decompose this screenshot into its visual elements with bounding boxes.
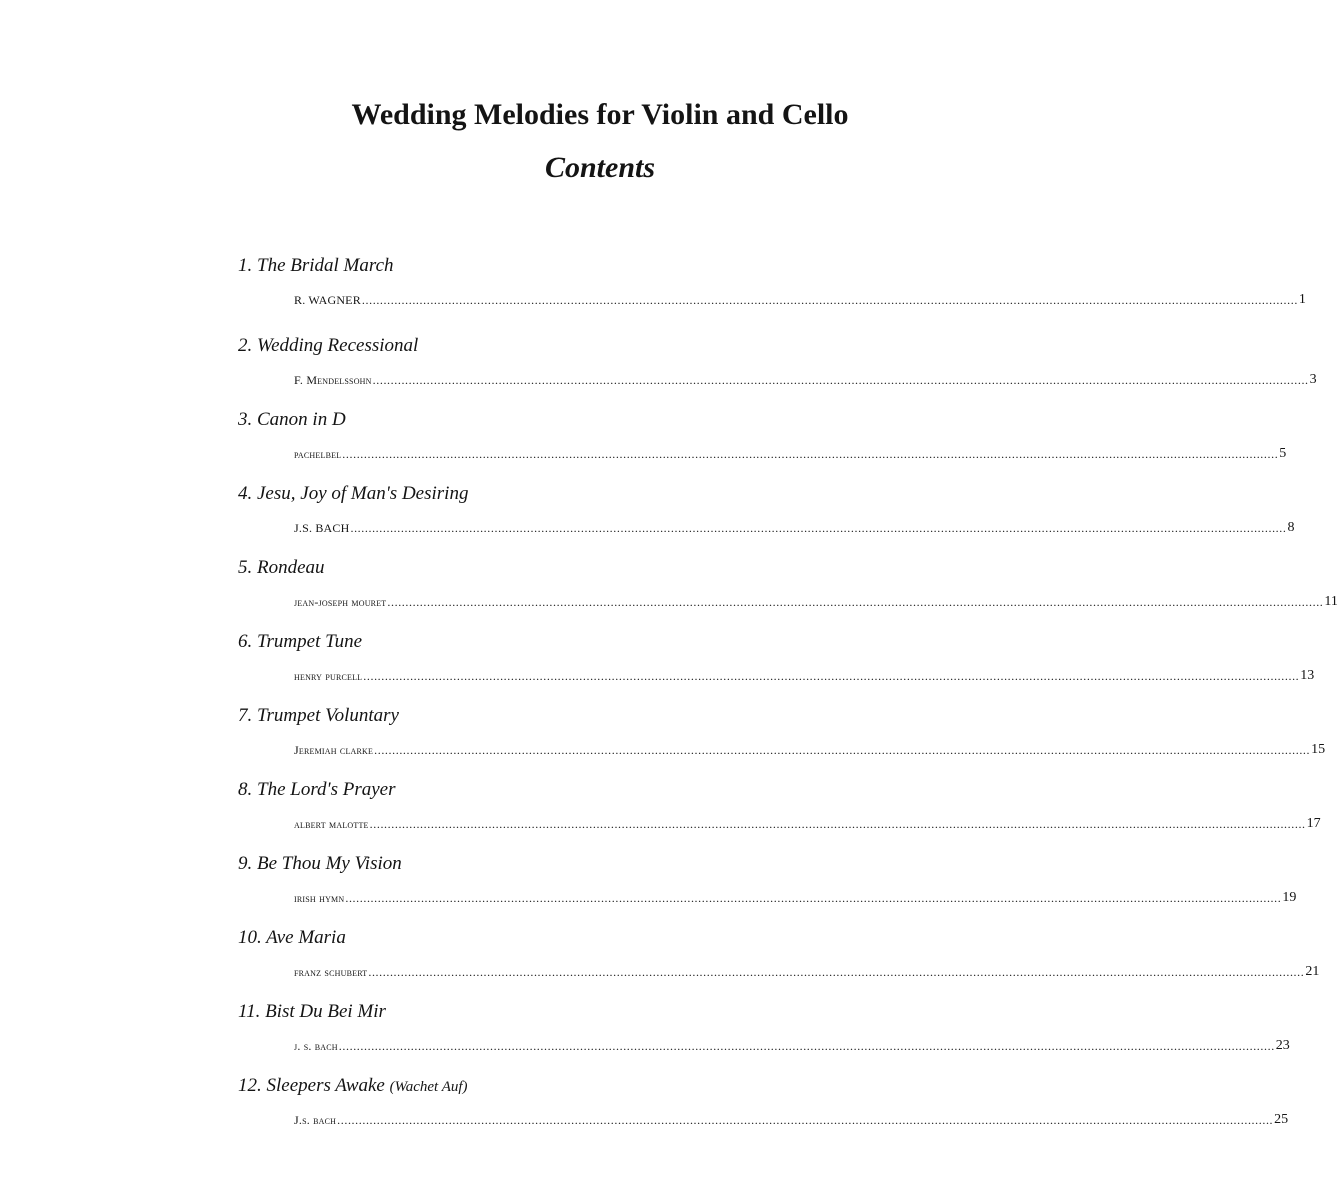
composer-line	[294, 1108, 1289, 1128]
dot-leader: ....................................................................................................................................................................................................................................................................	[342, 447, 1279, 461]
toc-entry	[238, 404, 1287, 478]
piece-title: 10. Ave Maria	[238, 927, 346, 948]
page-number: 23	[1275, 1038, 1290, 1053]
composer-name: Jeremiah clarke	[294, 743, 374, 757]
dot-leader: ....................................................................................................................................................................................................................................................................	[363, 669, 1300, 683]
page-number: 1	[1298, 292, 1306, 307]
composer-line	[294, 516, 1295, 536]
composer-name: j. s. bach	[294, 1039, 338, 1053]
composer-line	[294, 960, 1320, 980]
composer-name: R. WAGNER	[294, 293, 361, 307]
dot-leader: ....................................................................................................................................................................................................................................................................	[361, 293, 1298, 307]
document-title: Wedding Melodies for Violin and Cello	[351, 98, 849, 131]
page-number: 25	[1274, 1112, 1289, 1127]
toc-entry	[238, 700, 1326, 774]
composer-line	[294, 886, 1297, 906]
toc-entry	[238, 922, 1320, 996]
composer-line	[294, 288, 1306, 308]
piece-title: 11. Bist Du Bei Mir	[238, 1001, 386, 1022]
composer-name: franz schubert	[294, 965, 368, 979]
piece-subtitle-note: (Wachet Auf)	[389, 1079, 468, 1095]
piece-title: 5. Rondeau	[238, 557, 325, 578]
piece-title: 7. Trumpet Voluntary	[238, 705, 399, 726]
toc-entry	[238, 552, 1338, 626]
composer-name: F. Mendelssohn	[294, 373, 372, 387]
dot-leader: ....................................................................................................................................................................................................................................................................	[369, 817, 1306, 831]
piece-title: 3. Canon in D	[238, 409, 346, 430]
toc-entry	[238, 1070, 1289, 1144]
piece-title: 4. Jesu, Joy of Man's Desiring	[238, 483, 469, 504]
dot-leader: ....................................................................................................................................................................................................................................................................	[337, 1113, 1274, 1127]
page-number: 17	[1306, 816, 1321, 831]
toc-entry	[238, 774, 1321, 848]
page-number: 21	[1305, 964, 1320, 979]
piece-title: 12. Sleepers Awake (Wachet Auf)	[238, 1075, 468, 1096]
page-number: 19	[1282, 890, 1297, 905]
page-number: 11	[1324, 594, 1338, 609]
page-number: 5	[1279, 446, 1287, 461]
piece-title: 9. Be Thou My Vision	[238, 853, 402, 874]
piece-title: 2. Wedding Recessional	[238, 335, 419, 356]
piece-title: 8. The Lord's Prayer	[238, 779, 396, 800]
dot-leader: ....................................................................................................................................................................................................................................................................	[345, 891, 1282, 905]
composer-name: J.s. bach	[294, 1113, 337, 1127]
composer-line	[294, 812, 1321, 832]
composer-line	[294, 664, 1315, 684]
page-number: 13	[1300, 668, 1315, 683]
composer-line	[294, 368, 1317, 388]
toc-entry	[238, 626, 1315, 700]
page-number: 3	[1309, 372, 1317, 387]
toc-entry	[238, 330, 1317, 404]
composer-name: J.S. BACH	[294, 521, 350, 535]
contents-heading: Contents	[544, 151, 656, 184]
piece-title: 6. Trumpet Tune	[238, 631, 363, 652]
dot-leader: ....................................................................................................................................................................................................................................................................	[338, 1039, 1275, 1053]
composer-name: henry purcell	[294, 669, 363, 683]
toc-entry	[238, 250, 1306, 330]
composer-name: albert malotte	[294, 817, 369, 831]
dot-leader: ....................................................................................................................................................................................................................................................................	[350, 521, 1287, 535]
composer-line	[294, 738, 1326, 758]
composer-name: jean-joseph mouret	[294, 595, 387, 609]
composer-line	[294, 442, 1287, 462]
composer-line	[294, 1034, 1290, 1054]
page-number: 15	[1311, 742, 1326, 757]
toc-entry	[238, 848, 1297, 922]
toc-entry	[238, 996, 1290, 1070]
dot-leader: ....................................................................................................................................................................................................................................................................	[374, 743, 1311, 757]
page-number: 8	[1287, 520, 1295, 535]
toc-entry	[238, 478, 1295, 552]
piece-title: 1. The Bridal March	[238, 255, 394, 276]
composer-line	[294, 590, 1338, 610]
composer-name: irish hymn	[294, 891, 345, 905]
dot-leader: ....................................................................................................................................................................................................................................................................	[368, 965, 1305, 979]
dot-leader: ....................................................................................................................................................................................................................................................................	[372, 373, 1309, 387]
dot-leader: ....................................................................................................................................................................................................................................................................	[387, 595, 1324, 609]
composer-name: pachelbel	[294, 447, 342, 461]
table-of-contents	[238, 250, 1338, 1144]
